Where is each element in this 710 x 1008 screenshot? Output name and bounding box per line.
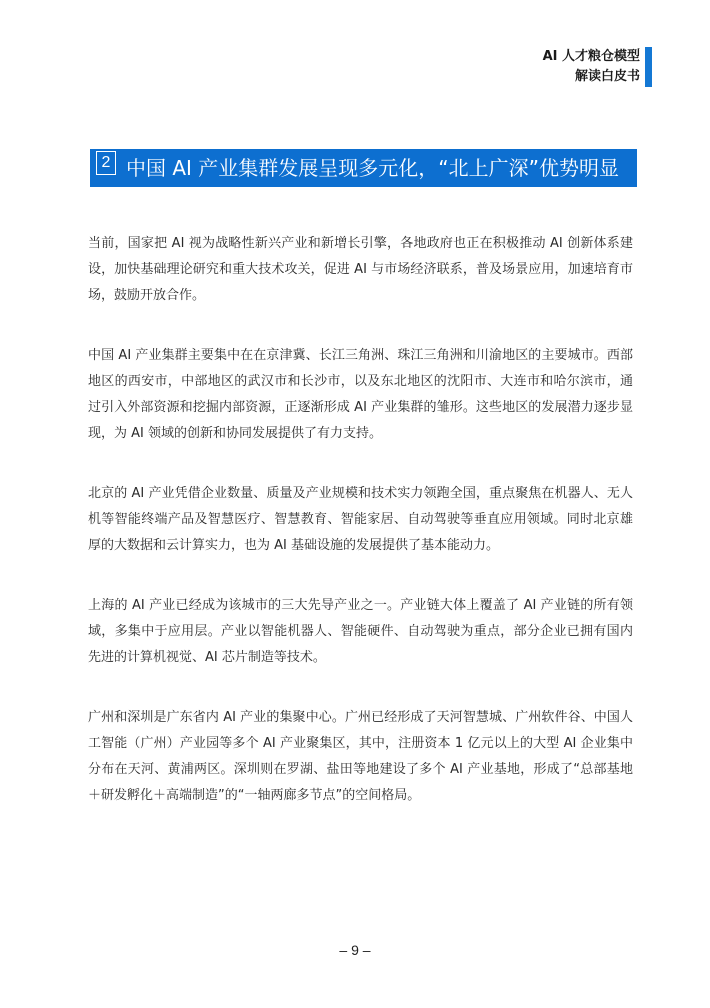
header-accent-bar — [645, 47, 652, 87]
header-title-line2: 解读白皮书 — [574, 69, 640, 84]
paragraph-guangzhou-shenzhen: 广州和深圳是广东省内 AI 产业的集聚中心。广州已经形成了天河智慧城、广州软件谷、中国人工智能（广州）产业园等多个 AI 产业聚集区，其中，注册资本 1 亿元以上的大型 AI 企业集中分布在天河、黄浦两区。深圳则在罗湖、盐田等地建设了多个 AI 产业基地，形成了“总部基地＋研发孵化＋高端制造”的“一轴两廊多节点”的空间格局。 — [88, 710, 633, 803]
section-title: 中国 AI 产业集群发展呈现多元化，“北上广深”优势明显 — [126, 156, 620, 180]
paragraph-shanghai: 上海的 AI 产业已经成为该城市的三大先导产业之一。产业链大体上覆盖了 AI 产业链的所有领域，多集中于应用层。产业以智能机器人、智能硬件、自动驾驶为重点，部分企业已拥有国内先进的计算机视觉、AI 芯片制造等技术。 — [88, 598, 633, 665]
paragraph-intro: 当前，国家把 AI 视为战略性新兴产业和新增长引擎，各地政府也正在积极推动 AI 创新体系建设，加快基础理论研究和重大技术攻关，促进 AI 与市场经济联系，普及场景应用，加速培育市场，鼓励开放合作。 — [88, 236, 633, 303]
header-title-line1: AI 人才粮仓模型 — [542, 49, 640, 64]
page-number: – 9 – — [339, 942, 371, 958]
body-text — [88, 231, 633, 843]
section-number: 2 — [96, 151, 116, 175]
paragraph-beijing: 北京的 AI 产业凭借企业数量、质量及产业规模和技术实力领跑全国，重点聚焦在机器人、无人机等智能终端产品及智慧医疗、智慧教育、智能家居、自动驾驶等垂直应用领域。同时北京雄厚的大数据和云计算实力，也为 AI 基础设施的发展提供了基本能动力。 — [88, 486, 633, 553]
paragraph-clusters: 中国 AI 产业集群主要集中在在京津冀、长江三角洲、珠江三角洲和川渝地区的主要城市。西部地区的西安市，中部地区的武汉市和长沙市，以及东北地区的沈阳市、大连市和哈尔滨市，通过引入外部资源和挖掘内部资源，正逐渐形成 AI 产业集群的雏形。这些地区的发展潜力逐步显现，为 AI 领域的创新和协同发展提供了有力支持。 — [88, 348, 633, 441]
running-header — [543, 47, 640, 87]
